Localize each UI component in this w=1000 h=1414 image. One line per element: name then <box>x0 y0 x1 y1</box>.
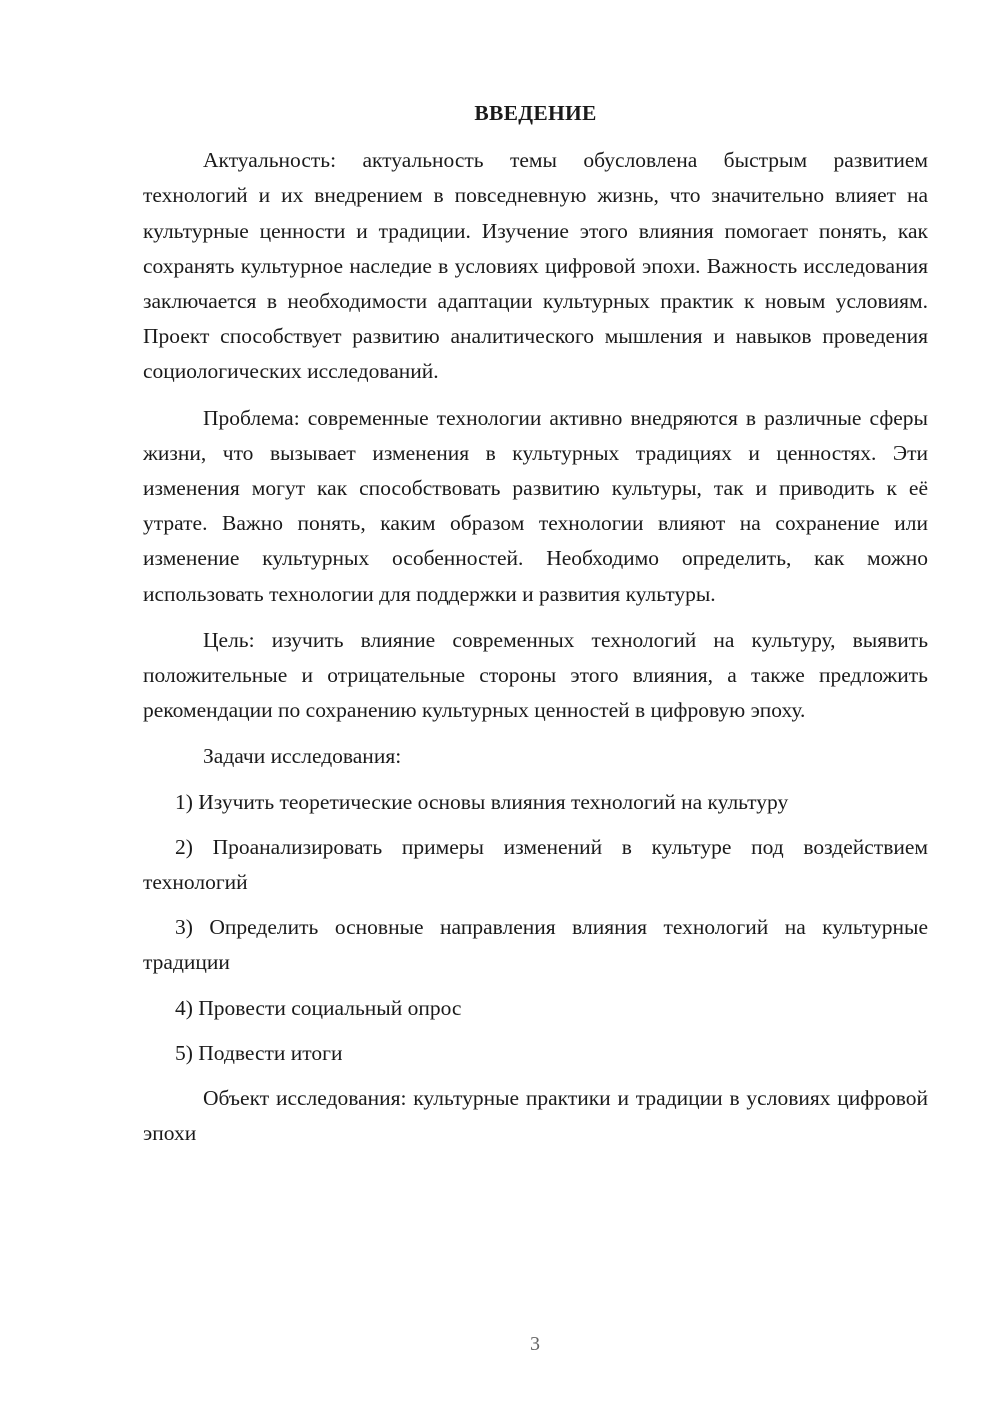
paragraph-problem: Проблема: современные технологии активно внедряются в различные сферы жизни, что вызывает изменения в культурных традициях и ценностях. Эти изменения могут как способствовать развитию культуры, так и приводить к её утрате. Важно понять, каким образом технологии влияют на сохранение или изменение культурных особенностей. Необходимо определить, как можно использовать технологии для поддержки и развития культуры. <box>143 405 928 606</box>
task-item-3: 3) Определить основные направления влияния технологий на культурные традиции <box>143 915 928 975</box>
task-item-5: 5) Подвести итоги <box>175 1040 343 1065</box>
task-item-2: 2) Проанализировать примеры изменений в культуре под воздействием технологий <box>143 834 928 895</box>
tasks-list <box>143 785 928 1071</box>
tasks-heading: Задачи исследования: <box>203 744 402 769</box>
task-item-1: 1) Изучить теоретические основы влияния технологий на культуру <box>175 789 789 814</box>
task-item-4: 4) Провести социальный опрос <box>175 995 462 1020</box>
paragraph-goal: Цель: изучить влияние современных технологий на культуру, выявить положительные и отрицательные стороны этого влияния, а также предложить рекомендации по сохранению культурных ценностей в цифровую эпоху. <box>143 627 928 723</box>
page-number: 3 <box>530 1333 540 1355</box>
document-page <box>143 96 928 1151</box>
paragraph-object: Объект исследования: культурные практики и традиции в условиях цифровой эпохи <box>143 1086 928 1146</box>
paragraph-relevance: Актуальность: актуальность темы обусловлена быстрым развитием технологий и их внедрением в повседневную жизнь, что значительно влияет на культурные ценности и традиции. Изучение этого влияния помогает понять, как сохранять культурное наследие в условиях цифровой эпохи. Важность исследования заключается в необходимости адаптации культурных практик к новым условиям. Проект способствует развитию аналитического мышления и навыков проведения социологических исследований. <box>143 148 928 384</box>
section-title: ВВЕДЕНИЕ <box>474 101 597 125</box>
